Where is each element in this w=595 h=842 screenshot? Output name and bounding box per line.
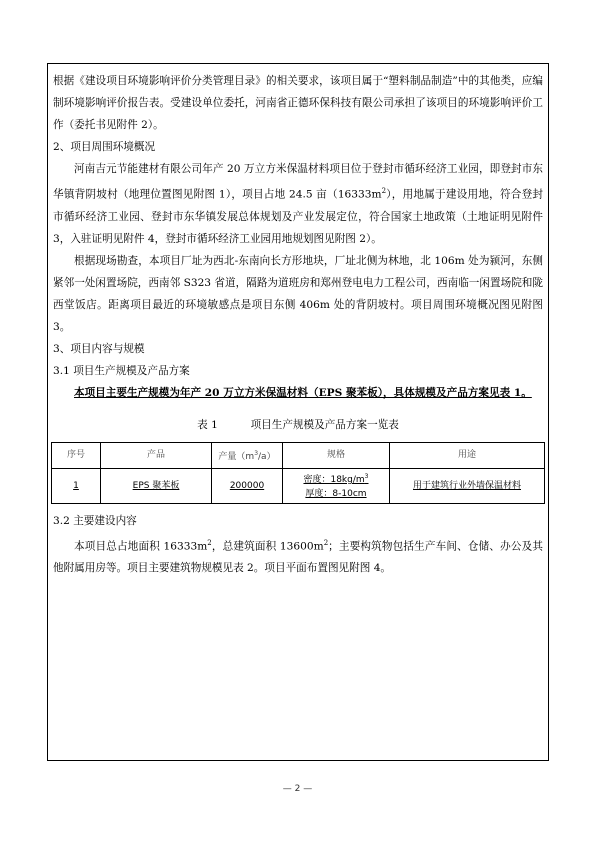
document-body [53, 70, 543, 579]
heading-production-scale: 3.1 项目生产规模及产品方案 [53, 364, 190, 377]
cell-product-text: EPS 聚苯板 [132, 480, 180, 491]
construction-sup-1: 2 [207, 538, 212, 547]
cell-output [212, 468, 283, 503]
paragraph-site-survey: 根据现场勘查，本项目厂址为西北-东南向长方形地块，厂址北侧为林地，北 106m 处为颍河，东侧紧邻一处闲置场院，西南邻 S323 省道，隔路为道班房和郑州登电电力工程公司，西南临一闲置场院和陇西堂饭店。距离项目最近的环境敏感点是项目东侧 406m 处的背阴坡村。项目周围环境概况图见附图 3。 [53, 254, 543, 333]
table1-caption-number: 表 1 [197, 418, 218, 431]
paragraph-classification: 根据《建设项目环境影响评价分类管理目录》的相关要求，该项目属于“塑料制品制造”中的其他类，应编制环境影响评价报告表。受建设单位委托，河南省正德环保科技有限公司承担了该项目的环境影响评价工作（委托书见附件 2）。 [53, 75, 543, 131]
paragraph-location [53, 158, 543, 250]
construction-text-b: ，总建筑面积 13600m [211, 540, 324, 553]
table1-caption [53, 418, 543, 432]
header-output-a: 产量（m [218, 451, 255, 462]
spec-thickness-text: 厚度：8-10cm [305, 489, 367, 500]
table1-caption-title: 项目生产规模及产品方案一览表 [250, 418, 399, 431]
cell-serial [52, 468, 101, 503]
cell-output-text: 200000 [229, 480, 265, 491]
spec-density [283, 470, 389, 487]
paragraph-construction [53, 532, 543, 580]
location-sup: 2 [381, 187, 387, 195]
spec-density-text: 密度：18kg/m [303, 475, 365, 486]
header-spec: 规格 [283, 442, 390, 468]
heading-surroundings: 2、项目周围环境概况 [53, 141, 156, 153]
table-row [52, 468, 545, 503]
construction-sup-2: 2 [323, 538, 329, 547]
header-serial: 序号 [52, 442, 101, 468]
header-use: 用途 [390, 442, 545, 468]
location-text-a: 河南吉元节能建材有限公司年产 20 万立方米保温材料项目位于登封市循环经济工业园，即登封市东华镇背阴坡村（地理位置图见附图 1），项目占地 24.5 亩（16333m [53, 163, 543, 201]
heading-content-scale: 3、项目内容与规模 [53, 342, 145, 355]
table1-header-row [52, 442, 545, 468]
header-output-sup: 3 [254, 449, 259, 457]
cell-use [390, 468, 545, 503]
spec-density-sup: 3 [364, 473, 369, 481]
cell-product [101, 468, 212, 503]
cell-use-text: 用于建筑行业外墙保温材料 [412, 480, 521, 491]
location-text-b: ），用地属于建设用地，符合登封市循环经济工业园、登封市东华镇发展总体规划及产业发展定位，符合国家土地政策（土地证明见附件 3，入驻证明见附件 4，登封市循环经济工业园用地规划图见附图 2）。 [53, 188, 544, 245]
heading-main-construction: 3.2 主要建设内容 [53, 514, 137, 527]
header-product: 产品 [101, 442, 212, 468]
spec-thickness [283, 487, 389, 501]
construction-text-c: ；主要构筑物包括生产车间、仓储、办公及其他附属用房等。项目主要建筑物规模见表 2。项目平面布置图见附图 4。 [53, 540, 543, 575]
header-output [212, 442, 283, 468]
construction-text-a: 本项目总占地面积 16333m [74, 540, 208, 553]
cell-serial-text: 1 [73, 480, 79, 491]
paragraph-production-scale: 本项目主要生产规模为年产 20 万立方米保温材料（EPS 聚苯板），具体规模及产品方案见表 1。 [74, 386, 532, 399]
cell-spec [283, 468, 390, 503]
page-number: — 2 — [282, 784, 313, 794]
table1 [51, 442, 545, 504]
header-output-b: /a） [258, 451, 276, 462]
